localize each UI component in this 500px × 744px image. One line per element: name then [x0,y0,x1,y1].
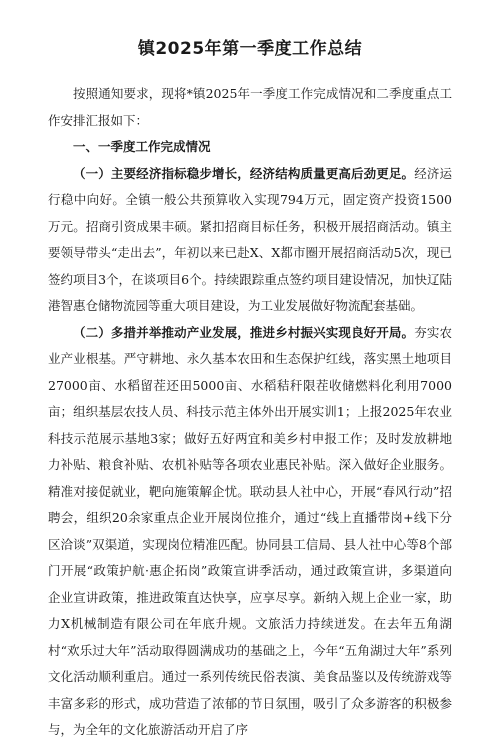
intro-paragraph: 按照通知要求，现将*镇2025年一季度工作完成情况和二季度重点工作安排汇报如下： [48,86,452,128]
paragraph-body: 经济运行稳中向好。全镇一般公共预算收入实现794万元，固定资产投资1500万元。招商引资成果丰硕。紧扣招商目标任务，积极开展招商活动。镇主要领导带头“走出去”，年初以来已赴X、X都市圈开展招商活动5次，现已签约项目3个，在谈项目6个。持续跟踪重点签约项目建设情况，加快辽陆港智惠仓储物流园等重大项目建设，为工业发展做好物流配套基础。 [48,165,452,313]
document-title: 镇2025年第一季度工作总结 [137,39,363,59]
paragraph-industry [48,320,452,744]
section-heading: 一、一季度工作完成情况 [73,139,211,154]
paragraph-economy [48,161,452,320]
paragraph-lead: （二）多措并举推动产业发展，推进乡村振兴实现良好开局。 [73,324,415,340]
paragraph-body: 夯实农业产业根基。严守耕地、永久基本农田和生态保护红线，落实黑土地项目27000亩、水稻留茬还田5000亩、水稻秸秆限茬收储燃料化利用7000亩；组织基层农技人员、科技示范主体外出开展实训1；上报2025年农业科技示范展示基地3家；做好五好两宜和美乡村申报工作；及时发放耕地力补贴、粮食补贴、农机补贴等各项农业惠民补贴。深入做好企业服务。精准对接促就业，靶向施策解企忧。联动县人社中心，开展“春风行动”招聘会，组织20余家重点企业开展岗位推介，通过“线上直播带岗+线下分区洽谈”双渠道，实现岗位精准匹配。协同县工信局、县人社中心等8个部门开展“政策护航·惠企拓岗”政策宣讲季活动，通过政策宣讲，多渠道向企业宣讲政策，推进政策直达快享，应享尽享。新纳入规上企业一家，助力X机械制造有限公司在年底升规。文旅活力持续迸发。在去年五角湖村“欢乐过大年”活动取得圆满成功的基础之上，今年“五角湖过大年”系列文化活动顺利重启。通过一系列传统民俗表演、美食品鉴以及传统游戏等丰富多彩的形式，成功营造了浓郁的节日氛围，吸引了众多游客的积极参与，为全年的文化旅游活动开启了序 [48,324,452,737]
paragraph-lead: （一）主要经济指标稳步增长，经济结构质量更高后劲更足。 [73,165,415,181]
